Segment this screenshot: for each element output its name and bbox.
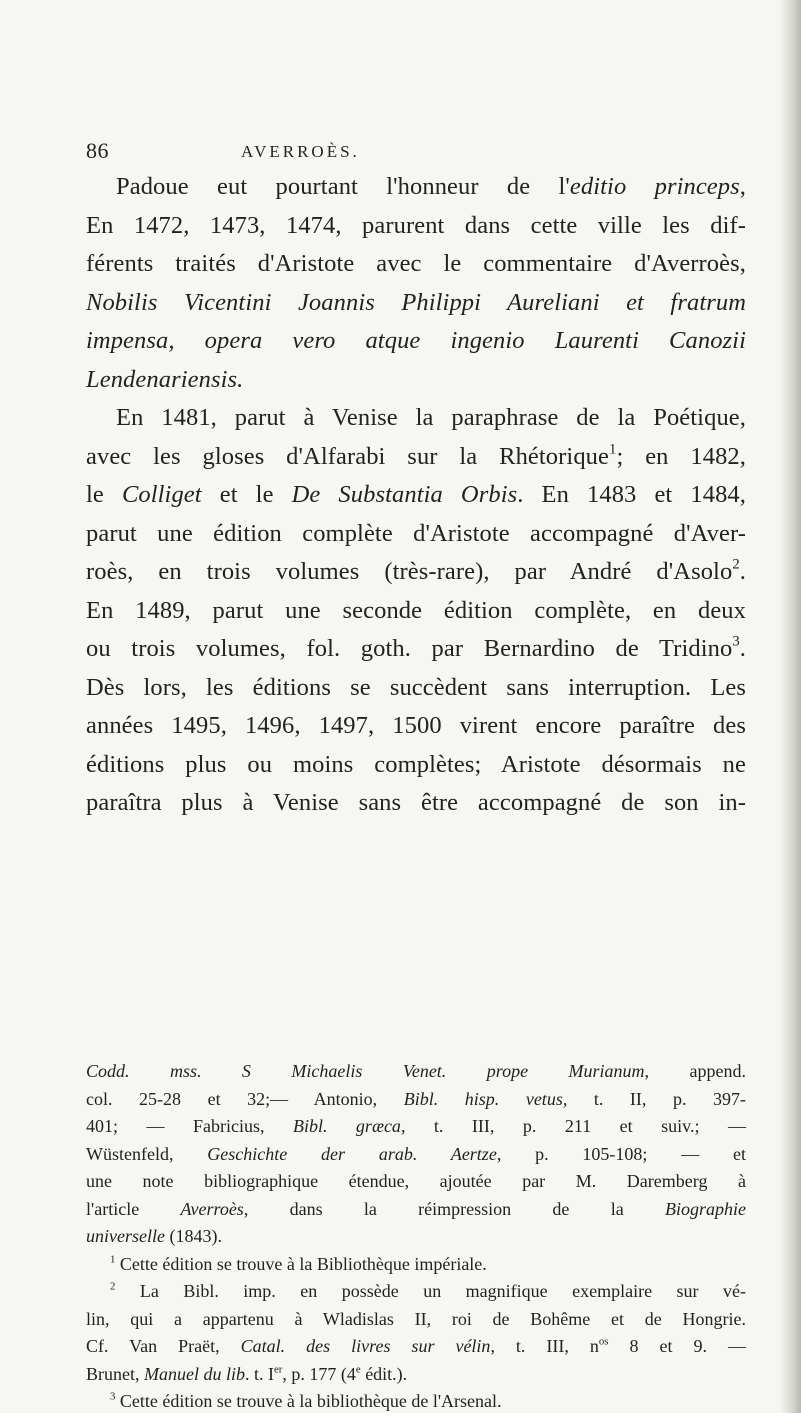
text-line: parut une édition complète d'Aristote accompagné d'Aver- — [86, 519, 746, 547]
note-line: Codd. mss. S Michaelis Venet. prope Murianum, append. — [86, 1061, 746, 1081]
page-number: 86 — [86, 138, 109, 163]
note-line: Brunet, Manuel du lib. t. Ier, p. 177 (4e édit.). — [86, 1362, 408, 1384]
footnotes — [86, 1058, 746, 1416]
text-line: Dès lors, les éditions se succèdent sans interruption. Les — [86, 673, 746, 701]
text-line: avec les gloses d'Alfarabi sur la Rhétorique$^1$; en 1482, — [86, 441, 747, 470]
text-line: éditions plus ou moins complètes; Aristote désormais ne — [86, 750, 746, 778]
note-line: l'article Averroès, dans la réimpression de la Biographie — [86, 1198, 746, 1219]
footnote-1: $^1$ Cette édition se trouve à la Bibliothèque impériale. — [110, 1252, 487, 1274]
text-line: En 1481, parut à Venise la paraphrase de la Poétique, — [116, 404, 746, 431]
running-head: AVERROÈS. — [241, 142, 360, 161]
note-line: lin, qui a appartenu à Wladislas II, roi de Bohême et de Hongrie. — [86, 1308, 746, 1329]
footnote-ref: 1 — [609, 441, 617, 458]
note-line: Wüstenfeld, Geschichte der arab. Aertze, p. 105-108; — et — [86, 1143, 747, 1164]
text-line: Padoue eut pourtant l'honneur de l'editio princeps, — [116, 173, 746, 200]
text-line: Nobilis Vicentini Joannis Philippi Aureliani et fratrum — [86, 288, 746, 316]
text-line: roès, en trois volumes (très-rare), par André d'Asolo$^2$. — [86, 556, 746, 585]
footnote-ref: 2 — [732, 556, 740, 573]
note-line: universelle (1843). — [86, 1226, 222, 1246]
text-line: années 1495, 1496, 1497, 1500 virent encore paraître des — [86, 712, 746, 739]
note-line: col. 25-28 et 32;— Antonio, Bibl. hisp. vetus, t. II, p. 397- — [86, 1088, 747, 1109]
text-line: En 1489, parut une seconde édition complète, en deux — [86, 596, 746, 624]
footnote-ref: 3 — [732, 633, 740, 650]
note-line: une note bibliographique étendue, ajoutée par M. Daremberg à — [86, 1171, 746, 1191]
text-line: Lendenariensis. — [86, 365, 244, 393]
note-line: 401; — Fabricius, Bibl. græca, t. III, p. 211 et suiv.; — — [86, 1116, 746, 1136]
text-line: férents traités d'Aristote avec le commentaire d'Averroès, — [86, 250, 746, 277]
text-line: impensa, opera vero atque ingenio Laurenti Canozii — [86, 327, 746, 354]
text-line: le Colliget et le De Substantia Orbis. En 1483 et 1484, — [86, 481, 747, 508]
text-line: ou trois volumes, fol. goth. par Bernardino de Tridino$^3$. — [86, 633, 746, 662]
note-line: Cf. Van Praët, Catal. des livres sur vélin, t. III, $n^{os}$ 8 et 9. — — [86, 1335, 746, 1356]
main-text — [86, 168, 746, 823]
text-line: En 1472, 1473, 1474, parurent dans cette ville les dif- — [86, 211, 746, 239]
text-line: paraîtra plus à Venise sans être accompagné de son in- — [86, 789, 746, 816]
footnote-2: $^2$ La Bibl. imp. en possède un magnifique exemplaire sur vé- — [110, 1280, 746, 1301]
page-edge-shadow — [779, 0, 801, 1413]
footnote-3: $^3$ Cette édition se trouve à la bibliothèque de l'Arsenal. — [110, 1390, 502, 1411]
